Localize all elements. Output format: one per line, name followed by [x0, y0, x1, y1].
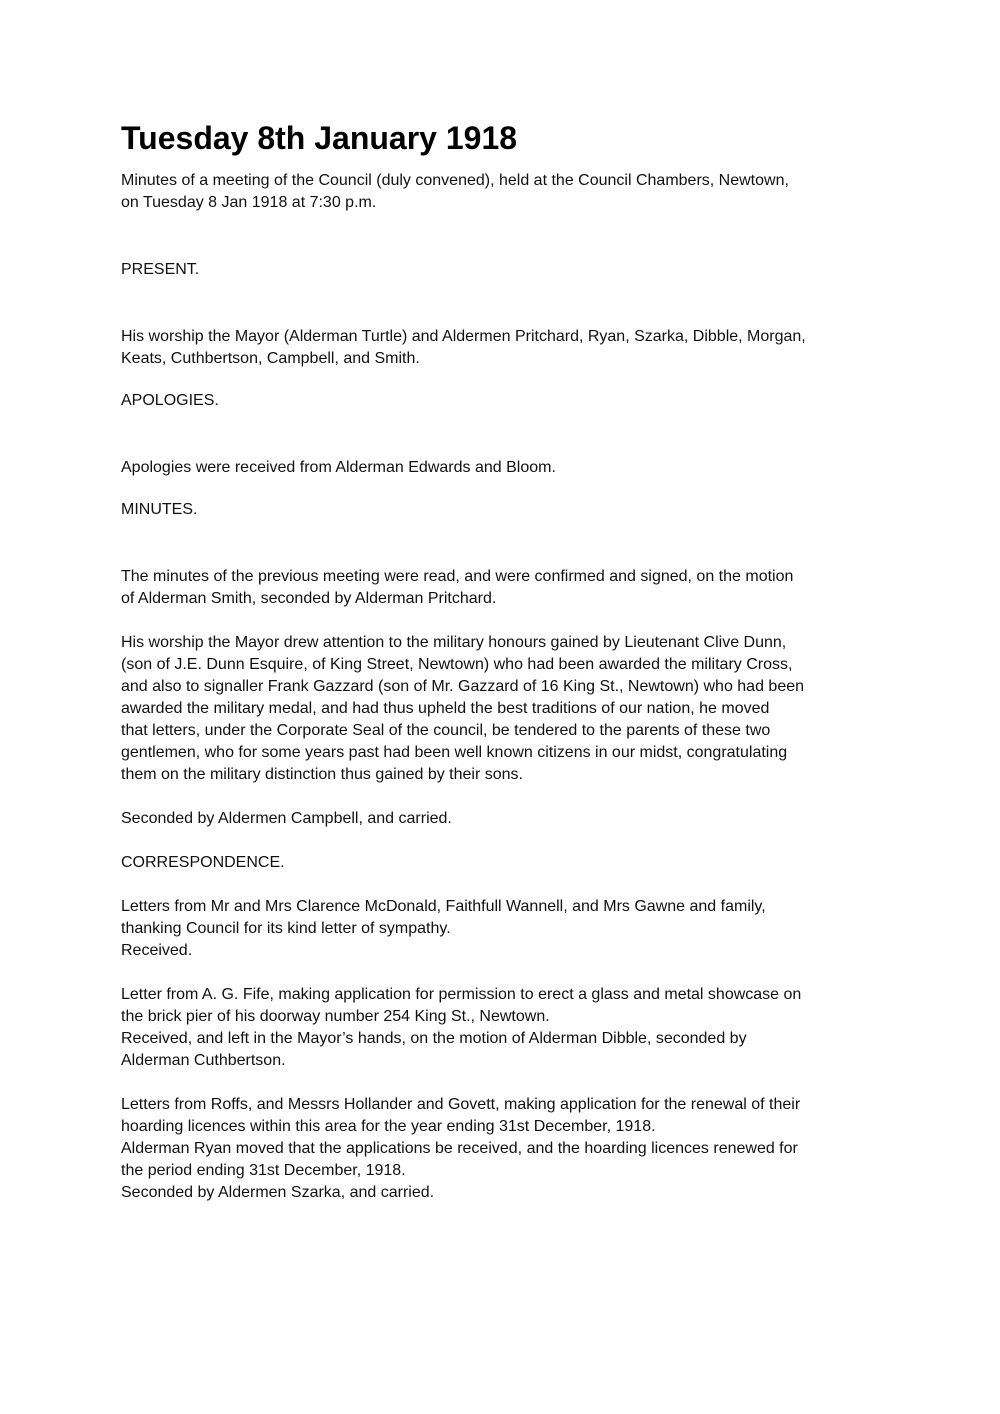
minutes-line: gentlemen, who for some years past had been well known citizens in our midst, congratulating: [121, 744, 788, 761]
minutes-line: His worship the Mayor drew attention to the military honours gained by Lieutenant Clive Dunn,: [121, 634, 787, 651]
present-line: Keats, Cuthbertson, Campbell, and Smith.: [121, 350, 420, 367]
minutes-line: and also to signaller Frank Gazzard (son of Mr. Gazzard of 16 King St., Newtown) who had been: [121, 678, 805, 695]
intro-line: on Tuesday 8 Jan 1918 at 7:30 p.m.: [121, 194, 377, 211]
minutes-line: of Alderman Smith, seconded by Alderman Pritchard.: [121, 590, 497, 607]
minutes-heading: MINUTES.: [121, 501, 198, 518]
apologies-line: Apologies were received from Alderman Edwards and Bloom.: [121, 459, 556, 476]
minutes-line: The minutes of the previous meeting were read, and were confirmed and signed, on the motion: [121, 568, 794, 585]
minutes-line: awarded the military medal, and had thus upheld the best traditions of our nation, he moved: [121, 700, 770, 717]
correspondence-line: Letters from Mr and Mrs Clarence McDonald, Faithfull Wannell, and Mrs Gawne and family,: [121, 898, 766, 915]
present-line: His worship the Mayor (Alderman Turtle) and Aldermen Pritchard, Ryan, Szarka, Dibble, Morgan,: [121, 328, 806, 345]
correspondence-line: Alderman Cuthbertson.: [121, 1052, 286, 1069]
correspondence-paragraph-1: [121, 896, 881, 962]
correspondence-paragraph-3: [121, 1094, 881, 1204]
minutes-line: (son of J.E. Dunn Esquire, of King Street, Newtown) who had been awarded the military Cross,: [121, 656, 793, 673]
document-page: [121, 118, 881, 1204]
correspondence-paragraph-2: [121, 984, 881, 1072]
minutes-paragraph-3: [121, 808, 881, 830]
correspondence-line: Alderman Ryan moved that the applications be received, and the hoarding licences renewed for: [121, 1140, 798, 1157]
minutes-paragraph-2: [121, 632, 881, 786]
apologies-paragraph: [121, 457, 881, 479]
page-title: Tuesday 8th January 1918: [121, 120, 518, 156]
intro-paragraph: [121, 170, 881, 214]
correspondence-line: Letter from A. G. Fife, making application for permission to erect a glass and metal showcase on: [121, 986, 802, 1003]
correspondence-line: Received.: [121, 942, 193, 959]
apologies-heading: APOLOGIES.: [121, 392, 219, 409]
correspondence-line: the period ending 31st December, 1918.: [121, 1162, 406, 1179]
correspondence-line: Received, and left in the Mayor’s hands, on the motion of Alderman Dibble, seconded by: [121, 1030, 747, 1047]
present-heading: PRESENT.: [121, 261, 200, 278]
intro-line: Minutes of a meeting of the Council (duly convened), held at the Council Chambers, Newtown,: [121, 172, 789, 189]
correspondence-line: Seconded by Aldermen Szarka, and carried.: [121, 1184, 435, 1201]
present-paragraph: [121, 326, 881, 370]
correspondence-line: Letters from Roffs, and Messrs Hollander and Govett, making application for the renewal of their: [121, 1096, 801, 1113]
correspondence-line: thanking Council for its kind letter of sympathy.: [121, 920, 451, 937]
minutes-line: them on the military distinction thus gained by their sons.: [121, 766, 523, 783]
correspondence-heading: CORRESPONDENCE.: [121, 854, 285, 871]
correspondence-line: the brick pier of his doorway number 254 King St., Newtown.: [121, 1008, 550, 1025]
correspondence-line: hoarding licences within this area for the year ending 31st December, 1918.: [121, 1118, 656, 1135]
minutes-paragraph-1: [121, 566, 881, 610]
minutes-line: Seconded by Aldermen Campbell, and carried.: [121, 810, 452, 827]
minutes-line: that letters, under the Corporate Seal of the council, be tendered to the parents of these two: [121, 722, 771, 739]
